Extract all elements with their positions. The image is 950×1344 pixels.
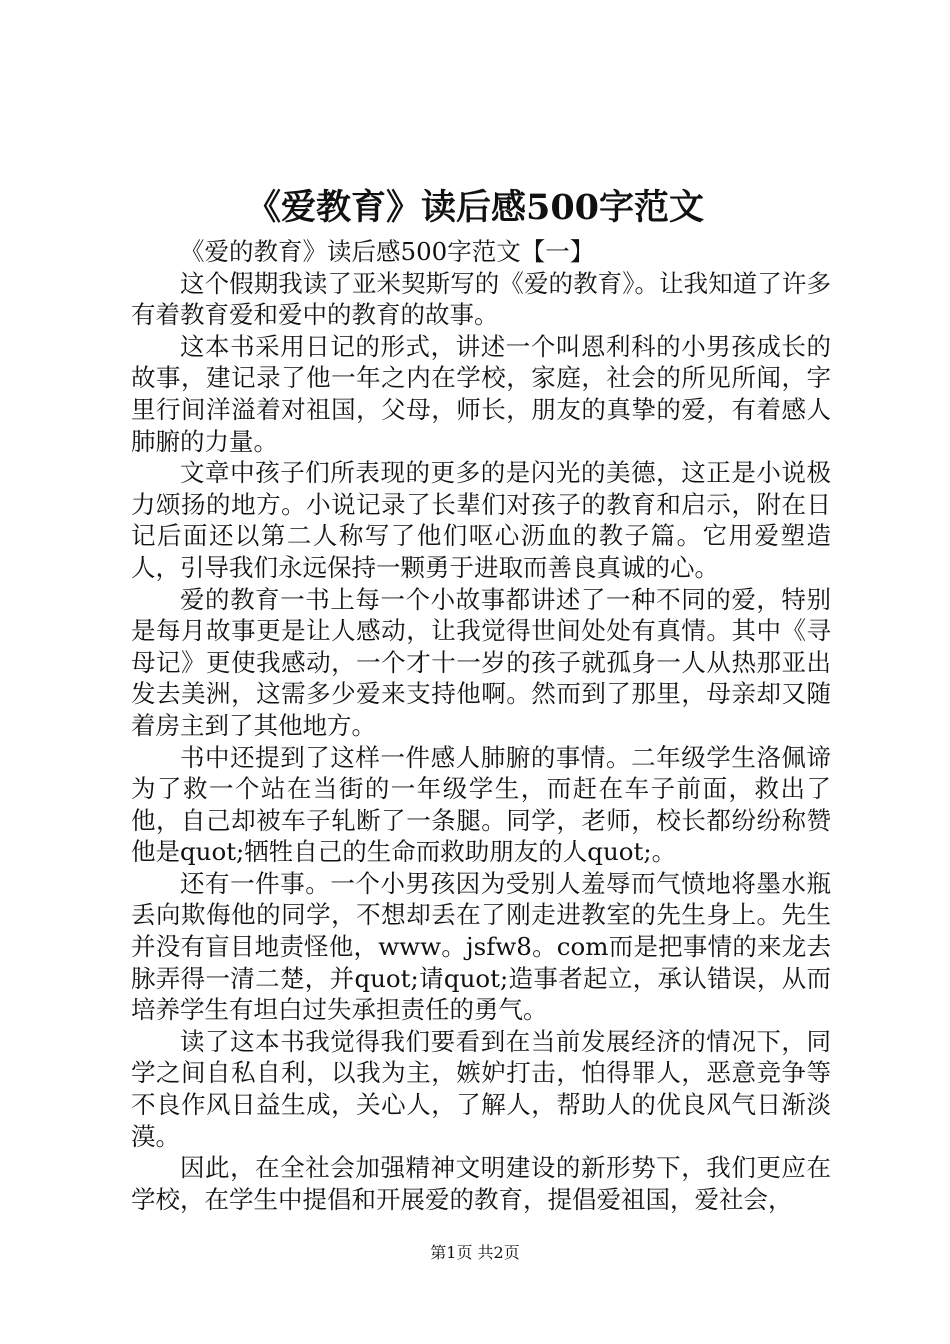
document-body	[131, 236, 831, 1215]
paragraph: 书中还提到了这样一件感人肺腑的事情。二年级学生洛佩谛为了救一个站在当街的一年级学生，而赶在车子前面，救出了他，自己却被车子轧断了一条腿。同学，老师，校长都纷纷称赞他是quot;牺牲自己的生命而救助朋友的人quot;。	[131, 742, 831, 867]
paragraph: 这本书采用日记的形式，讲述一个叫恩利科的小男孩成长的故事，建记录了他一年之内在学校，家庭，社会的所见所闻，字里行间洋溢着对祖国，父母，师长，朋友的真挚的爱，有着感人肺腑的力量。	[131, 331, 831, 456]
page-footer: 第1页 共2页	[430, 1243, 520, 1262]
paragraph: 因此，在全社会加强精神文明建设的新形势下，我们更应在学校，在学生中提倡和开展爱的教育，提倡爱祖国，爱社会，	[131, 1153, 831, 1214]
paragraph: 文章中孩子们所表现的更多的是闪光的美德，这正是小说极力颂扬的地方。小说记录了长辈们对孩子的教育和启示，附在日记后面还以第二人称写了他们呕心沥血的教子篇。它用爱塑造人，引导我们永远保持一颗勇于进取而善良真诚的心。	[131, 458, 831, 582]
paragraph: 还有一件事。一个小男孩因为受别人羞辱而气愤地将墨水瓶丢向欺侮他的同学，不想却丢在了刚走进教室的先生身上。先生并没有盲目地责怪他，www。jsfw8。com而是把事情的来龙去脉弄得一清二楚，并quot;请quot;造事者起立，承认错误，从而培养学生有坦白过失承担责任的勇气。	[131, 868, 831, 1025]
section-heading: 《爱的教育》读后感500字范文【一】	[180, 237, 595, 266]
paragraph: 读了这本书我觉得我们要看到在当前发展经济的情况下，同学之间自私自利，以我为主，嫉妒打击，怕得罪人，恶意竞争等不良作风日益生成，关心人，了解人，帮助人的优良风气日渐淡漠。	[131, 1026, 831, 1151]
paragraph: 爱的教育一书上每一个小故事都讲述了一种不同的爱，特别是每月故事更是让人感动，让我觉得世间处处有真情。其中《寻母记》更使我感动，一个才十一岁的孩子就孤身一人从热那亚出发去美洲，这需多少爱来支持他啊。然而到了那里，母亲却又随着房主到了其他地方。	[131, 584, 831, 740]
document-title: 《爱教育》读后感500字范文	[245, 187, 705, 228]
paragraph: 这个假期我读了亚米契斯写的《爱的教育》。让我知道了许多有着教育爱和爱中的教育的故事。	[131, 268, 831, 330]
